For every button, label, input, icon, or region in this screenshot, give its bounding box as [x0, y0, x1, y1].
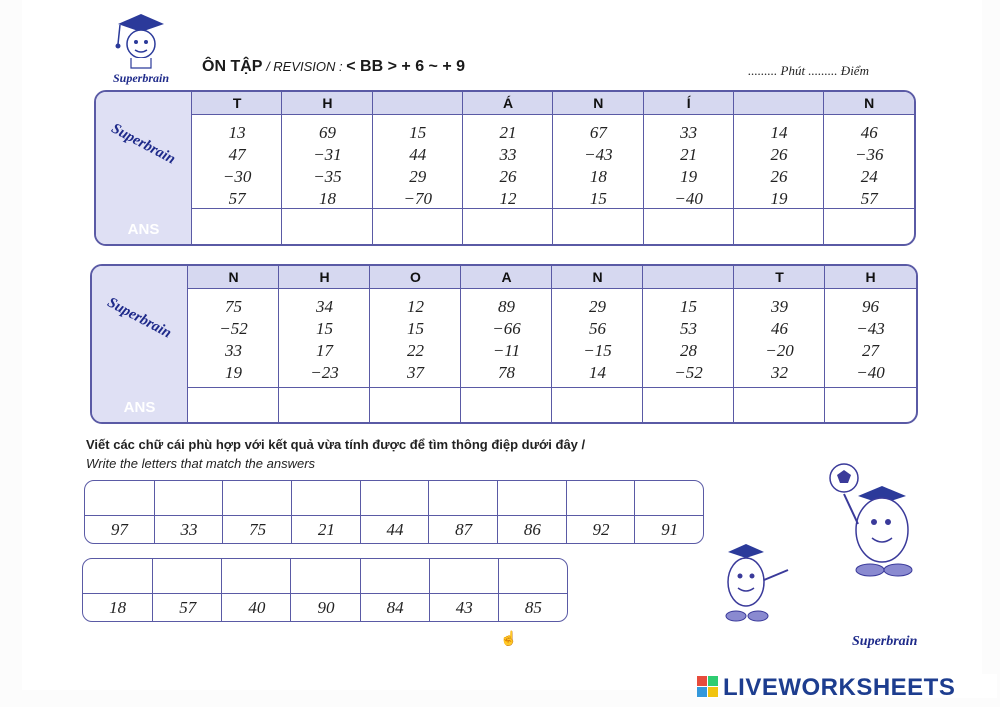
number-entry: −20 [765, 341, 794, 360]
problem-column [281, 92, 372, 244]
number-entry: 46 [771, 319, 788, 338]
number-entry: 47 [228, 145, 246, 164]
code-number: 84 [386, 598, 404, 617]
number-entry: 21 [499, 123, 517, 142]
answer-input-box[interactable] [373, 210, 463, 244]
column-letter: Á [502, 95, 514, 111]
answer-input-box[interactable] [552, 388, 643, 422]
number-entry: −43 [584, 145, 613, 164]
letter-input-box[interactable] [430, 559, 499, 593]
column-numbers [734, 296, 825, 384]
number-entry: 33 [499, 145, 517, 164]
column-numbers [825, 296, 916, 384]
number-entry: 69 [318, 123, 336, 142]
number-entry: 14 [589, 363, 606, 382]
code-number: 85 [524, 598, 542, 617]
letter-input-box[interactable] [83, 559, 152, 593]
letter-input-box[interactable] [291, 559, 360, 593]
letter-input-box[interactable] [361, 481, 430, 515]
number-entry: 37 [407, 363, 424, 382]
code-number: 57 [179, 598, 197, 617]
page-title: ÔN TẬP / REVISION : < BB > + 6 ~ + 9 [202, 58, 466, 75]
problem-column [187, 266, 279, 422]
mascot-football-illustration [820, 458, 920, 590]
code-cell [360, 559, 430, 621]
answer-input-box[interactable] [370, 388, 461, 422]
number-entry: 15 [316, 319, 333, 338]
letter-input-box[interactable] [361, 559, 430, 593]
column-numbers [282, 122, 372, 210]
column-numbers [188, 296, 279, 384]
column-numbers [552, 296, 643, 384]
side-logo: Superbrain [104, 294, 174, 342]
number-entry: −70 [403, 189, 432, 208]
practice-table-2 [90, 264, 918, 424]
number-entry: 18 [589, 167, 607, 186]
code-number: 18 [109, 598, 127, 617]
footer-logo: Superbrain [852, 634, 918, 649]
column-letter: N [593, 95, 604, 111]
column-letter: H [319, 269, 330, 285]
number-entry: 34 [316, 297, 333, 316]
problem-column [733, 92, 824, 244]
practice-table-1 [94, 90, 916, 246]
number-entry: 46 [860, 123, 878, 142]
letter-input-box[interactable] [85, 481, 154, 515]
column-numbers [192, 122, 282, 210]
answer-input-box[interactable] [644, 210, 734, 244]
problem-column [552, 92, 643, 244]
letter-input-box[interactable] [155, 481, 224, 515]
number-entry: 15 [409, 123, 427, 142]
number-entry: 53 [680, 319, 697, 338]
answer-input-box[interactable] [461, 388, 552, 422]
code-number: 44 [386, 520, 404, 539]
hand-icon: ☝ [500, 630, 518, 646]
code-cell [634, 481, 704, 543]
liveworksheets-logo-icon [697, 676, 719, 698]
code-cell [360, 481, 430, 543]
number-entry: 75 [225, 297, 242, 316]
answer-input-box[interactable] [192, 210, 282, 244]
number-entry: 22 [407, 341, 424, 360]
answer-input-box[interactable] [188, 388, 279, 422]
answer-input-box[interactable] [282, 210, 372, 244]
number-entry: −23 [310, 363, 339, 382]
problem-column [191, 92, 282, 244]
problem-column [823, 92, 914, 244]
column-numbers [824, 122, 914, 210]
watermark-text: LIVEWORKSHEETS [723, 674, 956, 701]
code-number: 91 [661, 520, 679, 539]
table-side-panel [92, 266, 188, 422]
answer-input-box[interactable] [643, 388, 734, 422]
number-entry: −36 [855, 145, 884, 164]
code-number: 21 [317, 520, 335, 539]
code-cell [429, 559, 499, 621]
number-entry: 89 [498, 297, 515, 316]
number-entry: 67 [589, 123, 607, 142]
number-entry: 32 [771, 363, 788, 382]
code-number: 97 [110, 520, 128, 539]
number-entry: 57 [228, 189, 246, 208]
number-entry: −11 [492, 341, 521, 360]
side-logo: Superbrain [108, 120, 178, 168]
code-cell [497, 481, 567, 543]
number-entry: 17 [316, 341, 333, 360]
number-entry: 27 [862, 341, 879, 360]
code-number: 92 [592, 520, 610, 539]
code-number: 90 [317, 598, 335, 617]
instruction-english: Write the letters that match the answers [86, 456, 316, 471]
svg-text:Superbrain: Superbrain [112, 71, 170, 85]
ans-label: ANS [123, 399, 156, 416]
column-letter: O [410, 269, 421, 285]
problem-column [642, 266, 734, 422]
number-entry: −40 [856, 363, 885, 382]
mascot-logo [106, 10, 176, 88]
problem-column [372, 92, 463, 244]
column-numbers [373, 122, 463, 210]
number-entry: −66 [492, 319, 521, 338]
column-numbers [279, 296, 370, 384]
column-numbers [370, 296, 461, 384]
code-cell [290, 559, 360, 621]
title-main: ÔN TẬP [202, 58, 263, 75]
problem-column [551, 266, 643, 422]
number-entry: 26 [770, 167, 788, 186]
code-cell [221, 559, 291, 621]
letter-input-box[interactable] [635, 481, 704, 515]
number-entry: 78 [498, 363, 515, 382]
code-cell [83, 559, 152, 621]
column-letter: N [228, 269, 239, 285]
number-entry: −40 [674, 189, 703, 208]
answer-input-box[interactable] [734, 388, 825, 422]
column-numbers [734, 122, 824, 210]
code-cell [428, 481, 498, 543]
problem-column [462, 92, 553, 244]
problem-column [824, 266, 916, 422]
number-entry: 19 [225, 363, 242, 382]
number-entry: 15 [680, 297, 697, 316]
number-entry: 12 [499, 189, 517, 208]
code-number: 43 [455, 598, 473, 617]
problem-column [643, 92, 734, 244]
code-cell [566, 481, 636, 543]
code-cell [85, 481, 154, 543]
number-entry: 15 [589, 189, 607, 208]
number-entry: −31 [313, 145, 342, 164]
number-entry: 44 [409, 145, 427, 164]
number-entry: 28 [680, 341, 697, 360]
code-number: 40 [248, 598, 266, 617]
column-numbers [553, 122, 643, 210]
code-number: 75 [249, 520, 267, 539]
number-entry: 18 [318, 189, 336, 208]
column-numbers [644, 122, 734, 210]
number-entry: −30 [222, 167, 252, 186]
answer-input-box[interactable] [825, 388, 916, 422]
number-entry: 12 [407, 297, 424, 316]
number-entry: 15 [407, 319, 424, 338]
problem-column [369, 266, 461, 422]
number-entry: −35 [313, 167, 342, 186]
answer-input-box[interactable] [463, 210, 553, 244]
liveworksheets-watermark [697, 674, 997, 701]
number-entry: −43 [856, 319, 885, 338]
column-letter: N [592, 269, 603, 285]
code-cell [222, 481, 292, 543]
code-row-2 [82, 558, 568, 622]
number-entry: −15 [583, 341, 612, 360]
answer-input-box[interactable] [824, 210, 914, 244]
number-entry: 39 [771, 297, 788, 316]
code-number: 33 [180, 520, 198, 539]
code-cell [154, 481, 224, 543]
answer-input-box[interactable] [553, 210, 643, 244]
number-entry: 19 [680, 167, 698, 186]
instruction-vietnamese: Viết các chữ cái phù hợp với kết quả vừa tính được để tìm thông điệp dưới đây / [86, 437, 586, 452]
column-numbers [643, 296, 734, 384]
number-entry: 57 [860, 189, 878, 208]
number-entry: 26 [770, 145, 788, 164]
time-score-label: ......... Phút ......... Điểm [748, 63, 869, 78]
column-letter: H [865, 269, 876, 285]
code-cell [152, 559, 222, 621]
letter-input-box[interactable] [223, 481, 292, 515]
number-entry: 29 [589, 297, 606, 316]
code-number: 87 [455, 520, 473, 539]
number-entry: 96 [862, 297, 879, 316]
column-numbers [463, 122, 553, 210]
code-cell [291, 481, 361, 543]
column-letter: H [322, 95, 333, 111]
code-row-1 [84, 480, 704, 544]
letter-input-box[interactable] [292, 481, 361, 515]
number-entry: 21 [680, 145, 698, 164]
letter-input-box[interactable] [153, 559, 222, 593]
number-entry: 33 [680, 123, 698, 142]
number-entry: 24 [860, 167, 878, 186]
number-entry: −52 [674, 363, 703, 382]
letter-input-box[interactable] [429, 481, 498, 515]
column-letter: T [775, 269, 784, 285]
letter-input-box[interactable] [567, 481, 636, 515]
answer-input-box[interactable] [734, 210, 824, 244]
problem-column [278, 266, 370, 422]
number-entry: 26 [499, 167, 517, 186]
number-entry: 19 [770, 189, 788, 208]
title-revision: REVISION [273, 59, 336, 74]
code-cell [498, 559, 568, 621]
letter-input-box[interactable] [222, 559, 291, 593]
number-entry: 14 [770, 123, 788, 142]
number-entry: 56 [589, 319, 606, 338]
table-side-panel [96, 92, 192, 244]
number-entry: 33 [225, 341, 242, 360]
mascot-waving-illustration [718, 540, 794, 624]
number-entry: 29 [409, 167, 427, 186]
title-exercise: < BB > + 6 ~ + 9 [346, 58, 466, 75]
column-letter: N [864, 95, 875, 111]
column-letter: A [501, 269, 512, 285]
code-number: 86 [523, 520, 541, 539]
problem-column [733, 266, 825, 422]
column-letter: T [232, 95, 242, 111]
number-entry: −52 [219, 319, 248, 338]
column-letter: Í [686, 95, 691, 111]
problem-column [460, 266, 552, 422]
ans-label: ANS [127, 221, 160, 238]
column-numbers [461, 296, 552, 384]
answer-input-box[interactable] [279, 388, 370, 422]
letter-input-box[interactable] [499, 559, 568, 593]
number-entry: 13 [228, 123, 246, 142]
letter-input-box[interactable] [498, 481, 567, 515]
